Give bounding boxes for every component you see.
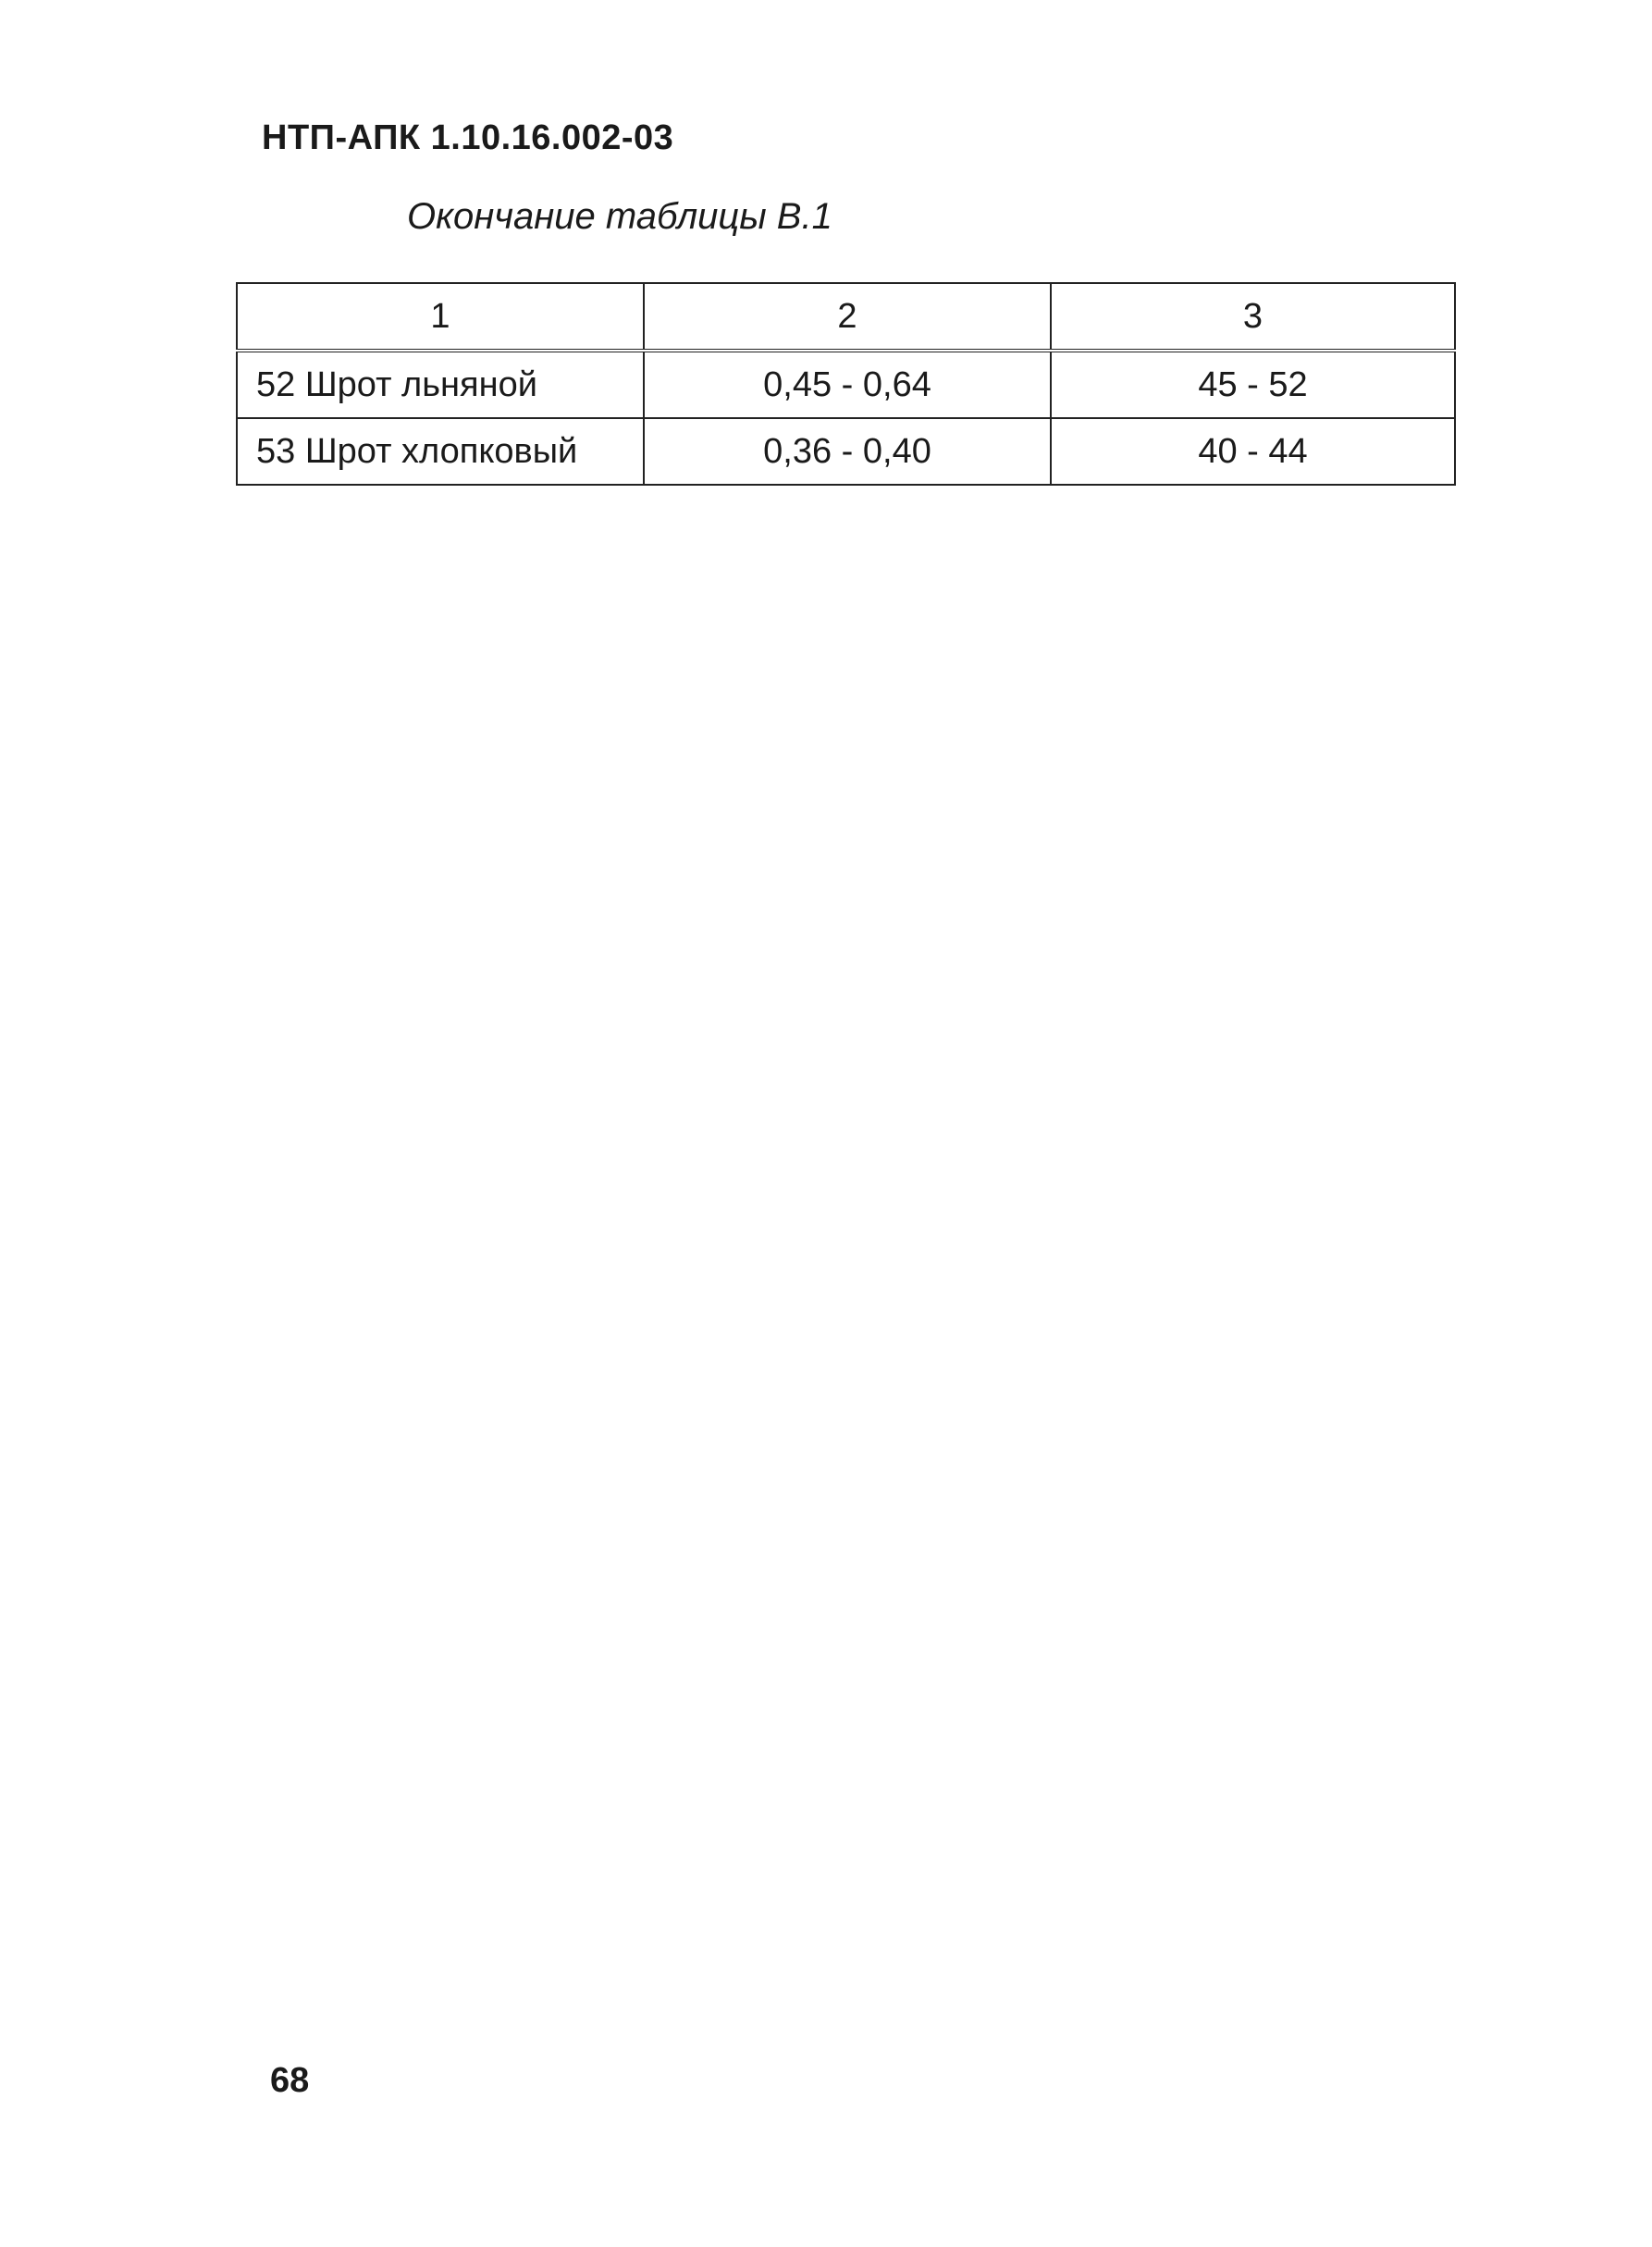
table-header-cell: 1 (237, 283, 644, 351)
table-cell-value: 40 - 44 (1051, 418, 1455, 485)
table-caption: Окончание таблицы В.1 (407, 196, 832, 237)
table-row (237, 418, 1455, 485)
table-cell-value: 0,45 - 0,64 (644, 351, 1051, 418)
table-row (237, 351, 1455, 418)
table-cell-name: 53 Шрот хлопковый (237, 418, 644, 485)
table-cell-value: 0,36 - 0,40 (644, 418, 1051, 485)
table-header-row (237, 283, 1455, 351)
table-cell-value: 45 - 52 (1051, 351, 1455, 418)
table-cell-name: 52 Шрот льняной (237, 351, 644, 418)
table-header-cell: 2 (644, 283, 1051, 351)
data-table (236, 282, 1456, 486)
document-code: НТП-АПК 1.10.16.002-03 (262, 118, 674, 157)
page-number: 68 (270, 2061, 310, 2100)
table-header-cell: 3 (1051, 283, 1455, 351)
